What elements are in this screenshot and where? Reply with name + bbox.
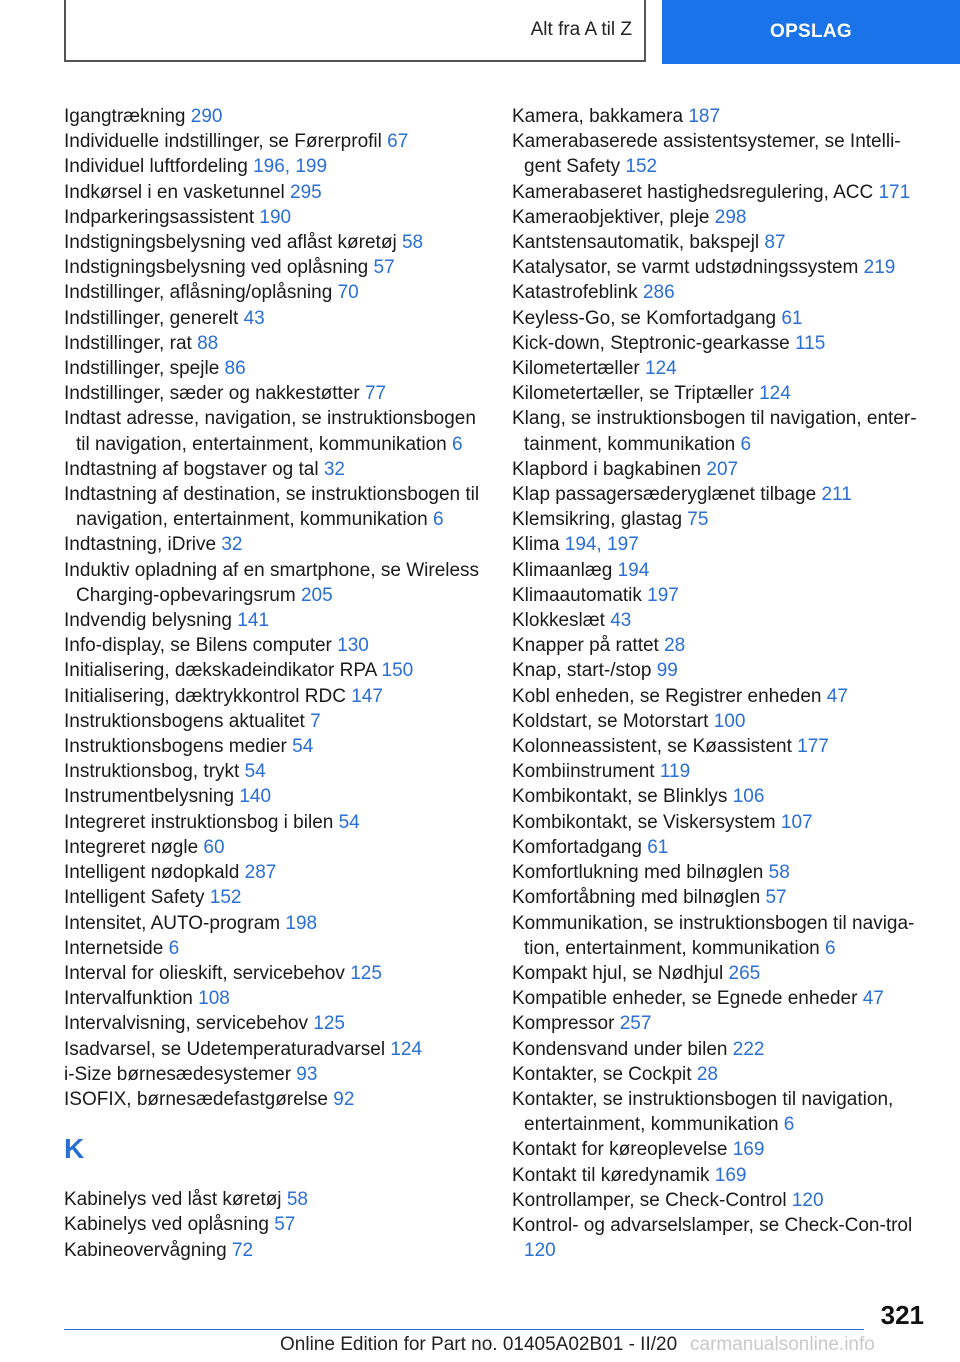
index-entry-term: Katastrofeblink <box>512 282 643 304</box>
index-entry-term: Integreret nøgle <box>64 836 204 858</box>
index-entry <box>512 658 932 683</box>
index-entry-term: Instruktionsbog, trykt <box>64 761 245 783</box>
index-entry-page-link[interactable]: 190 <box>259 206 292 228</box>
index-entry-term: Indstillinger, aflåsning/oplåsning <box>64 282 338 304</box>
footer-divider <box>64 1329 864 1330</box>
index-column-right <box>512 104 932 1263</box>
index-entry-page-link[interactable]: 57 <box>373 257 395 279</box>
index-entry-page-link[interactable]: 86 <box>224 358 246 380</box>
index-entry <box>512 1213 932 1263</box>
index-entry-page-link[interactable]: 219 <box>863 257 896 279</box>
index-entry <box>512 1037 932 1062</box>
index-entry <box>64 331 494 356</box>
index-entry-term: Kabinelys ved oplåsning <box>64 1214 275 1236</box>
index-entry-page-link[interactable]: 194 <box>617 559 650 581</box>
index-entry-term: Internetside <box>64 937 169 959</box>
index-entry-term: Indstigningsbelysning ved oplåsning <box>64 257 374 279</box>
index-entry-page-link[interactable]: 70 <box>337 282 359 304</box>
index-entry-page-link[interactable]: 120 <box>791 1189 824 1211</box>
index-entry <box>64 759 494 784</box>
index-entry-term: Kombikontakt, se Blinklys <box>512 786 733 808</box>
index-entry <box>64 154 494 179</box>
index-entry <box>64 784 494 809</box>
index-entry-term: Indstillinger, spejle <box>64 358 225 380</box>
index-entry-page-link[interactable]: 152 <box>625 156 658 178</box>
index-entry-term: Kondensvand under bilen <box>512 1038 733 1060</box>
index-entry <box>64 911 494 936</box>
index-entry-page-link[interactable]: 6 <box>783 1114 795 1136</box>
index-entry <box>64 986 494 1011</box>
index-entry-page-link[interactable]: 28 <box>664 635 686 657</box>
index-entry-page-link[interactable]: 265 <box>728 962 761 984</box>
index-entry <box>512 381 932 406</box>
index-entry <box>512 709 932 734</box>
index-entry <box>64 180 494 205</box>
index-entry <box>512 860 932 885</box>
index-entry-page-link[interactable]: 58 <box>286 1189 308 1211</box>
index-entry <box>512 911 932 961</box>
index-entry <box>512 129 932 179</box>
index-entry <box>64 532 494 557</box>
index-entry <box>512 608 932 633</box>
index-entry-page-link[interactable]: 28 <box>696 1063 718 1085</box>
index-entry-term: Kabineovervågning <box>64 1239 232 1261</box>
index-entry-page-link[interactable]: 152 <box>209 887 242 909</box>
index-column-left <box>64 104 494 1263</box>
opslag-tab-label: OPSLAG <box>769 21 853 42</box>
index-entry-term: Klokkeslæt <box>512 610 611 632</box>
index-entry <box>512 230 932 255</box>
index-entry <box>64 1212 494 1237</box>
index-entry-page-link[interactable]: 298 <box>714 206 747 228</box>
index-entry-page-link[interactable]: 6 <box>432 509 444 531</box>
index-entry-page-link[interactable]: 124 <box>759 383 791 405</box>
index-entry-page-link[interactable]: 211 <box>821 484 852 506</box>
index-entry-page-link[interactable]: 6 <box>825 937 836 959</box>
index-entry <box>64 1238 494 1263</box>
index-entry-term: Igangtrækning <box>64 106 191 127</box>
index-entry-term: Klimaanlæg <box>512 559 618 581</box>
index-entry-page-link[interactable]: 119 <box>659 761 691 783</box>
index-entry-term: Klemsikring, glastag <box>512 509 688 531</box>
index-entry-term: Keyless-Go, se Komfortadgang <box>512 307 782 329</box>
index-entry <box>64 558 494 608</box>
header-title: Alt fra A til Z <box>530 19 632 40</box>
index-entry <box>64 280 494 305</box>
index-entry <box>512 331 932 356</box>
index-entry-term: Integreret instruktionsbog i bilen <box>64 811 339 833</box>
index-entry-term: Kommunikation, se instruktionsbogen til naviga-tion, entertainment, kommunikation <box>512 912 915 959</box>
index-entry-page-link[interactable]: 47 <box>862 988 884 1010</box>
index-entry-page-link[interactable]: 58 <box>401 232 424 254</box>
index-entry-term: Katalysator, se varmt udstødningssystem <box>512 257 864 279</box>
index-entry-term: Instruktionsbogens aktualitet <box>64 710 311 732</box>
index-entry-term: Indstillinger, rat <box>64 332 198 354</box>
index-entry-page-link[interactable]: 54 <box>338 811 360 833</box>
index-entry <box>512 104 932 129</box>
index-entry-page-link[interactable]: 87 <box>764 232 786 254</box>
index-entry <box>64 255 494 280</box>
index-entry-term: Kontrollamper, se Check-Control <box>512 1189 792 1211</box>
index-entry-term: Indstillinger, sæder og nakkestøtter <box>64 383 365 405</box>
index-entry-page-link[interactable]: 57 <box>765 887 787 909</box>
index-entry-term: Komfortadgang <box>512 836 648 858</box>
index-entry-term: Knapper på rattet <box>512 635 665 657</box>
index-entry-term: i-Size børnesædesystemer <box>64 1063 297 1085</box>
index-entry <box>64 356 494 381</box>
index-entry-page-link[interactable]: 187 <box>688 106 721 127</box>
index-entry <box>64 1037 494 1062</box>
index-entry-term: Kombiinstrument <box>512 761 660 783</box>
index-entry-page-link[interactable]: 150 <box>381 660 414 682</box>
index-entry-term: Kontakt til køredynamik <box>512 1164 715 1186</box>
index-entry <box>512 507 932 532</box>
index-entry <box>512 1163 932 1188</box>
index-entry <box>512 583 932 608</box>
index-entry-page-link[interactable]: 72 <box>231 1239 254 1261</box>
index-entry-term: Indtast adresse, navigation, se instruktionsbogen til navigation, entertainment, kommunikation <box>64 408 476 455</box>
index-entry <box>512 255 932 280</box>
index-entry <box>512 1087 932 1137</box>
index-entry <box>512 1011 932 1036</box>
index-entry-term: Kilometertæller <box>512 358 646 380</box>
index-entry-term: Kilometertæller, se Triptæller <box>512 383 760 405</box>
index-entry <box>64 457 494 482</box>
index-entry-page-link[interactable]: 197 <box>647 584 679 606</box>
index-entry-page-link[interactable]: 194, 197 <box>564 534 639 556</box>
index-entry <box>64 381 494 406</box>
index-entry-page-link[interactable]: 60 <box>203 836 225 858</box>
index-entry <box>512 835 932 860</box>
index-entry-page-link[interactable]: 6 <box>740 433 752 455</box>
index-entry-term: Indtastning, iDrive <box>64 534 222 556</box>
index-entry <box>512 205 932 230</box>
index-entry-page-link[interactable]: 205 <box>300 584 333 606</box>
index-entry <box>64 406 494 456</box>
index-entry-term: Intelligent nødopkald <box>64 862 245 884</box>
index-entry-page-link[interactable]: 43 <box>243 307 265 329</box>
index-entry-term: Individuel luftfordeling <box>64 156 254 178</box>
index-entry-page-link[interactable]: 287 <box>244 862 277 884</box>
index-entry-term: Kabinelys ved låst køretøj <box>64 1189 287 1211</box>
index-entry <box>512 684 932 709</box>
index-entry-term: Kick-down, Steptronic-gearkasse <box>512 332 796 354</box>
footer-edition: Online Edition for Part no. 01405A02B01 - II/20 <box>280 1334 678 1355</box>
index-entry <box>512 1062 932 1087</box>
index-entry <box>512 961 932 986</box>
index-entry-term: Klapbord i bagkabinen <box>512 458 707 480</box>
index-entry-page-link[interactable]: 67 <box>387 131 409 153</box>
index-entry-page-link[interactable]: 257 <box>619 1013 652 1035</box>
index-entry-term: Initialisering, dæktrykkontrol RDC <box>64 685 352 707</box>
index-entry <box>64 885 494 910</box>
index-entry-term: Kolonneassistent, se Køassistent <box>512 736 798 758</box>
index-entry-page-link[interactable]: 169 <box>732 1139 765 1161</box>
index-entry <box>64 835 494 860</box>
index-entry-page-link[interactable]: 177 <box>797 736 829 758</box>
index-entry-term: Komfortlukning med bilnøglen <box>512 862 769 884</box>
index-entry <box>64 482 494 532</box>
index-entry-term: Intervalfunktion <box>64 988 199 1010</box>
index-entry-term: Kameraobjektiver, pleje <box>512 206 715 228</box>
index-entry <box>512 885 932 910</box>
index-entry <box>512 734 932 759</box>
index-entry-term: Kobl enheden, se Registrer enheden <box>512 685 827 707</box>
index-entry-page-link[interactable]: 141 <box>237 610 269 632</box>
index-entry-page-link[interactable]: 171 <box>878 181 911 203</box>
index-entry-page-link[interactable]: 54 <box>244 761 266 783</box>
index-entry-term: Kontakt for køreoplevelse <box>512 1139 733 1161</box>
index-entry-term: Kompatible enheder, se Egnede enheder <box>512 988 863 1010</box>
index-entry <box>64 961 494 986</box>
index-entry-page-link[interactable]: 196, 199 <box>253 156 328 178</box>
index-entry-page-link[interactable]: 47 <box>826 685 848 707</box>
index-entry-term: Induktiv opladning af en smartphone, se Wireless Charging-opbevaringsrum <box>64 559 480 606</box>
index-entry-page-link[interactable]: 130 <box>337 635 369 657</box>
index-entry-term: Indstigningsbelysning ved aflåst køretøj <box>64 232 402 254</box>
index-entry-term: Knap, start-/stop <box>512 660 657 682</box>
index-entry-page-link[interactable]: 75 <box>687 509 709 531</box>
index-entry <box>64 1087 494 1112</box>
index-entry <box>512 406 932 456</box>
index-entry-term: Kamerabaserede assistentsystemer, se Intelli-gent Safety <box>512 131 901 178</box>
index-entry <box>64 230 494 255</box>
opslag-tab[interactable] <box>662 0 960 64</box>
index-entry <box>64 306 494 331</box>
index-entry-page-link[interactable]: 222 <box>732 1038 765 1060</box>
index-entry <box>64 608 494 633</box>
index-entry-term: Indtastning af destination, se instruktionsbogen til navigation, entertainment, kommunikation <box>64 484 480 531</box>
index-entry-page-link[interactable]: 106 <box>732 786 765 808</box>
index-entry-term: Instruktionsbogens medier <box>64 736 293 758</box>
index-entry-page-link[interactable]: 290 <box>190 106 223 127</box>
index-entry-page-link[interactable]: 107 <box>780 811 813 833</box>
index-entry <box>512 356 932 381</box>
index-entry-term: Interval for olieskift, servicebehov <box>64 962 351 984</box>
index-entry <box>64 633 494 658</box>
section-letter: K <box>64 1133 85 1165</box>
index-entry-page-link[interactable]: 108 <box>198 988 230 1010</box>
index-entry <box>64 1187 494 1212</box>
index-entry-page-link[interactable]: 169 <box>714 1164 747 1186</box>
index-entry <box>512 558 932 583</box>
index-entry <box>512 482 932 507</box>
index-entry-term: Kompressor <box>512 1013 620 1035</box>
index-entry-page-link[interactable]: 120 <box>524 1240 556 1262</box>
index-entry-page-link[interactable]: 115 <box>795 332 826 354</box>
index-entry-page-link[interactable]: 100 <box>713 710 746 732</box>
index-entry-term: Kombikontakt, se Viskersystem <box>512 811 781 833</box>
index-entry-term: Klimaautomatik <box>512 584 648 606</box>
index-entry-page-link[interactable]: 43 <box>610 610 632 632</box>
index-entry-term: Klap passagersæderyglænet tilbage <box>512 484 822 506</box>
index-entry <box>64 936 494 961</box>
index-entry-term: Indparkeringsassistent <box>64 206 260 228</box>
index-entry-page-link[interactable]: 58 <box>768 862 790 884</box>
index-entry <box>64 1011 494 1036</box>
index-entry <box>64 104 494 129</box>
index-entry-term: ISOFIX, børnesædefastgørelse <box>64 1088 334 1110</box>
index-entry-term: Koldstart, se Motorstart <box>512 710 714 732</box>
index-entry-page-link[interactable]: 93 <box>296 1063 318 1085</box>
index-entry-page-link[interactable]: 286 <box>642 282 675 304</box>
index-entry-term: Isadvarsel, se Udetemperaturadvarsel <box>64 1038 391 1060</box>
index-entry-term: Indstillinger, generelt <box>64 307 244 329</box>
index-entry-page-link[interactable]: 124 <box>390 1038 423 1060</box>
page-header <box>0 0 960 66</box>
index-entry-page-link[interactable]: 77 <box>364 383 387 405</box>
index-entry <box>512 1188 932 1213</box>
index-entry-page-link[interactable]: 54 <box>292 736 314 758</box>
index-entry-term: Instrumentbelysning <box>64 786 240 808</box>
index-entry-page-link[interactable]: 140 <box>239 786 272 808</box>
index-entry <box>64 658 494 683</box>
index-entry-term: Individuelle indstillinger, se Førerprofil <box>64 131 388 153</box>
index-entry-page-link[interactable]: 207 <box>706 458 739 480</box>
index-entry-page-link[interactable]: 92 <box>333 1088 355 1110</box>
index-entry-term: Kontakter, se instruktionsbogen til navigation, entertainment, kommunikation <box>512 1088 894 1136</box>
index-entry-term: Intelligent Safety <box>64 887 210 909</box>
index-entry-term: Komfortåbning med bilnøglen <box>512 887 766 909</box>
index-entry-page-link[interactable]: 88 <box>197 332 219 354</box>
index-entry-term: Kontrol- og advarselslamper, se Check-Con-trol <box>512 1214 913 1236</box>
index-entry-page-link[interactable]: 147 <box>351 685 383 707</box>
index-entry-term: Indtastning af bogstaver og tal <box>64 458 324 480</box>
index-entry <box>64 709 494 734</box>
index-entry-page-link[interactable]: 7 <box>310 710 321 732</box>
index-entry-page-link[interactable]: 295 <box>290 181 322 203</box>
index-entry-term: Kamera, bakkamera <box>512 106 689 127</box>
index-entry <box>512 810 932 835</box>
index-entry <box>512 457 932 482</box>
index-entry <box>64 205 494 230</box>
index-entry-page-link[interactable]: 198 <box>285 912 318 934</box>
index-entry-page-link[interactable]: 32 <box>323 458 345 480</box>
index-entry-term: Kantstensautomatik, bakspejl <box>512 232 765 254</box>
index-entry-term: Klang, se instruktionsbogen til navigation, enter-tainment, kommunikation <box>512 408 917 455</box>
index-entry <box>64 1062 494 1087</box>
index-entry <box>512 180 932 205</box>
index-entry <box>64 129 494 154</box>
index-entry-page-link[interactable]: 6 <box>451 433 463 455</box>
index-entry-page-link[interactable]: 125 <box>313 1013 345 1035</box>
index-entry <box>64 810 494 835</box>
index-entry <box>64 734 494 759</box>
index-entry <box>512 633 932 658</box>
header-box <box>64 0 646 62</box>
index-entry <box>512 306 932 331</box>
index-entry <box>64 684 494 709</box>
index-entry-page-link[interactable]: 99 <box>656 660 678 682</box>
index-entry <box>512 759 932 784</box>
index-entry <box>512 1137 932 1162</box>
index-entry-term: Indvendig belysning <box>64 610 238 632</box>
index-entry <box>64 860 494 885</box>
index-entry-term: Initialisering, dækskadeindikator RPA <box>64 660 382 682</box>
index-entry-term: Intensitet, AUTO-program <box>64 912 286 934</box>
index-entry-page-link[interactable]: 124 <box>645 358 677 380</box>
index-entry-term: Kompakt hjul, se Nødhjul <box>512 962 729 984</box>
index-entry-term: Kamerabaseret hastighedsregulering, ACC <box>512 181 879 203</box>
index-entry-page-link[interactable]: 57 <box>274 1214 296 1236</box>
index-entry <box>512 986 932 1011</box>
index-entry-page-link[interactable]: 125 <box>350 962 382 984</box>
index-entry-term: Info-display, se Bilens computer <box>64 635 338 657</box>
index-entry-page-link[interactable]: 6 <box>168 937 180 959</box>
index-entry-page-link[interactable]: 61 <box>781 307 803 329</box>
index-entry-term: Intervalvisning, servicebehov <box>64 1013 314 1035</box>
index-entry <box>512 280 932 305</box>
page-number: 321 <box>880 1300 924 1330</box>
index-entry-term: Indkørsel i en vasketunnel <box>64 181 291 203</box>
index-entry-page-link[interactable]: 61 <box>647 836 669 858</box>
watermark: carmanualsonline.info <box>690 1334 875 1355</box>
index-entry-term: Klima <box>512 534 565 556</box>
index-entry-term: Kontakter, se Cockpit <box>512 1063 697 1085</box>
index-entry <box>512 532 932 557</box>
index-entry <box>512 784 932 809</box>
index-entry-page-link[interactable]: 32 <box>221 534 243 556</box>
